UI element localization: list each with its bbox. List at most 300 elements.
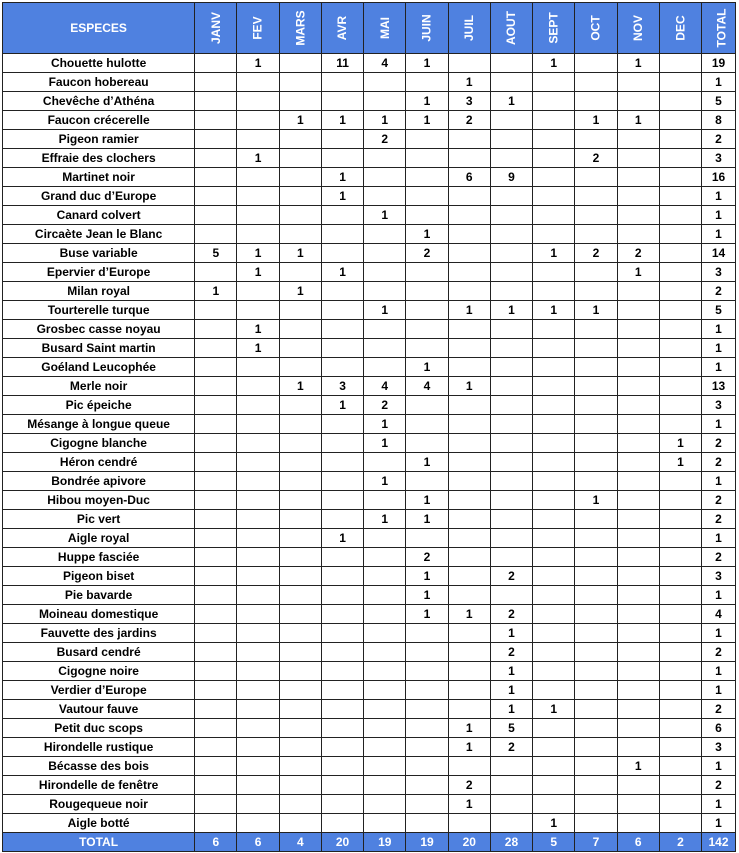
month-count — [448, 586, 490, 605]
month-count — [533, 624, 575, 643]
month-count — [279, 529, 321, 548]
species-name: Grand duc d’Europe — [3, 187, 195, 206]
month-count — [237, 472, 279, 491]
month-count: 1 — [406, 358, 448, 377]
species-name: Busard cendré — [3, 643, 195, 662]
month-count: 1 — [321, 263, 363, 282]
month-count — [533, 415, 575, 434]
column-header-month-label: NOV — [631, 14, 646, 42]
month-count — [448, 54, 490, 73]
month-count — [617, 681, 659, 700]
row-total: 1 — [702, 529, 736, 548]
month-count — [490, 472, 532, 491]
month-count — [533, 491, 575, 510]
month-count: 9 — [490, 168, 532, 187]
month-count — [237, 187, 279, 206]
table-row — [3, 168, 736, 187]
row-total: 19 — [702, 54, 736, 73]
month-count — [617, 130, 659, 149]
species-name: Merle noir — [3, 377, 195, 396]
month-count: 1 — [533, 700, 575, 719]
month-count — [659, 130, 701, 149]
table-row — [3, 605, 736, 624]
species-name: Pic épeiche — [3, 396, 195, 415]
row-total: 1 — [702, 586, 736, 605]
month-count — [195, 472, 237, 491]
month-count — [575, 605, 617, 624]
species-name: Faucon crécerelle — [3, 111, 195, 130]
month-count — [237, 700, 279, 719]
month-count — [575, 643, 617, 662]
month-count — [617, 814, 659, 833]
month-total: 6 — [195, 833, 237, 852]
month-count — [364, 453, 406, 472]
month-count — [279, 415, 321, 434]
month-count — [617, 168, 659, 187]
month-count — [406, 624, 448, 643]
month-count — [659, 662, 701, 681]
month-count — [406, 301, 448, 320]
column-header-month — [195, 3, 237, 54]
month-count: 1 — [575, 111, 617, 130]
month-count — [659, 301, 701, 320]
month-count — [617, 472, 659, 491]
month-count — [448, 396, 490, 415]
month-count — [659, 282, 701, 301]
month-count: 1 — [321, 396, 363, 415]
row-total: 6 — [702, 719, 736, 738]
month-count: 4 — [406, 377, 448, 396]
month-count — [617, 700, 659, 719]
month-count — [448, 282, 490, 301]
month-count — [617, 434, 659, 453]
species-name: Mésange à longue queue — [3, 415, 195, 434]
month-count — [575, 681, 617, 700]
month-count — [237, 776, 279, 795]
month-count — [659, 472, 701, 491]
month-count — [448, 130, 490, 149]
month-count: 5 — [195, 244, 237, 263]
month-count: 1 — [406, 225, 448, 244]
month-count — [406, 776, 448, 795]
month-count — [364, 187, 406, 206]
table-row — [3, 111, 736, 130]
row-total: 1 — [702, 206, 736, 225]
month-count — [617, 92, 659, 111]
month-count — [659, 377, 701, 396]
month-count — [195, 757, 237, 776]
table-row — [3, 187, 736, 206]
month-count — [617, 73, 659, 92]
month-total: 20 — [448, 833, 490, 852]
month-count — [406, 814, 448, 833]
column-header-total — [702, 3, 736, 54]
month-count — [195, 700, 237, 719]
month-count — [279, 358, 321, 377]
month-count — [321, 339, 363, 358]
month-count: 1 — [490, 301, 532, 320]
month-count — [279, 643, 321, 662]
month-count: 1 — [279, 244, 321, 263]
month-count — [575, 92, 617, 111]
row-total: 16 — [702, 168, 736, 187]
month-count — [406, 187, 448, 206]
month-count — [448, 244, 490, 263]
month-count — [237, 415, 279, 434]
month-count — [659, 491, 701, 510]
month-count — [533, 529, 575, 548]
month-count — [195, 586, 237, 605]
table-row — [3, 472, 736, 491]
table-row — [3, 510, 736, 529]
month-count — [575, 358, 617, 377]
month-count — [406, 757, 448, 776]
month-count — [279, 472, 321, 491]
month-count — [490, 54, 532, 73]
month-count — [237, 795, 279, 814]
month-count: 2 — [448, 111, 490, 130]
column-header-month — [575, 3, 617, 54]
month-count — [533, 662, 575, 681]
column-header-month-label: OCT — [588, 15, 603, 41]
species-name: Aigle royal — [3, 529, 195, 548]
month-count — [195, 814, 237, 833]
month-count — [195, 111, 237, 130]
month-count: 2 — [406, 244, 448, 263]
month-count — [195, 339, 237, 358]
month-count — [575, 662, 617, 681]
month-count — [533, 510, 575, 529]
month-count — [321, 453, 363, 472]
month-count — [448, 415, 490, 434]
month-count: 1 — [237, 339, 279, 358]
row-total: 13 — [702, 377, 736, 396]
month-count — [279, 54, 321, 73]
month-count — [575, 206, 617, 225]
month-count: 1 — [364, 301, 406, 320]
month-count — [237, 510, 279, 529]
month-count — [659, 111, 701, 130]
month-count — [575, 738, 617, 757]
month-count — [237, 548, 279, 567]
month-count — [575, 548, 617, 567]
month-count — [364, 624, 406, 643]
table-row — [3, 738, 736, 757]
month-count: 1 — [364, 434, 406, 453]
month-count — [321, 472, 363, 491]
month-count — [279, 130, 321, 149]
month-count: 1 — [321, 111, 363, 130]
month-count — [659, 225, 701, 244]
month-count — [279, 225, 321, 244]
month-count — [490, 396, 532, 415]
month-count — [364, 529, 406, 548]
month-count — [195, 434, 237, 453]
table-row — [3, 225, 736, 244]
month-count — [364, 244, 406, 263]
month-count: 1 — [237, 149, 279, 168]
table-row — [3, 358, 736, 377]
table-row — [3, 453, 736, 472]
month-count — [659, 738, 701, 757]
table-row — [3, 719, 736, 738]
column-header-month — [364, 3, 406, 54]
month-count — [364, 320, 406, 339]
month-count — [659, 263, 701, 282]
month-count: 4 — [364, 377, 406, 396]
month-count — [490, 149, 532, 168]
month-count — [406, 130, 448, 149]
month-count — [617, 358, 659, 377]
month-count — [575, 757, 617, 776]
month-count — [575, 795, 617, 814]
month-count — [321, 795, 363, 814]
month-count — [279, 73, 321, 92]
row-total: 2 — [702, 453, 736, 472]
month-count — [237, 814, 279, 833]
month-count — [490, 529, 532, 548]
month-count — [364, 92, 406, 111]
month-total: 5 — [533, 833, 575, 852]
month-count — [533, 206, 575, 225]
column-header-month-label: AOUT — [504, 11, 519, 45]
month-count: 1 — [406, 92, 448, 111]
month-count — [195, 738, 237, 757]
month-count — [659, 529, 701, 548]
month-total: 6 — [617, 833, 659, 852]
month-count — [533, 643, 575, 662]
month-count — [195, 548, 237, 567]
month-count: 1 — [364, 510, 406, 529]
table-row — [3, 491, 736, 510]
month-count: 1 — [364, 472, 406, 491]
row-total: 1 — [702, 472, 736, 491]
month-count — [279, 396, 321, 415]
month-count — [575, 130, 617, 149]
month-count — [279, 586, 321, 605]
month-count — [364, 605, 406, 624]
month-count — [364, 168, 406, 187]
table-row — [3, 548, 736, 567]
month-count — [364, 282, 406, 301]
table-row — [3, 92, 736, 111]
column-header-month — [406, 3, 448, 54]
month-count: 1 — [406, 567, 448, 586]
month-count — [617, 491, 659, 510]
table-row — [3, 263, 736, 282]
month-count: 1 — [659, 434, 701, 453]
month-count — [575, 624, 617, 643]
month-count — [279, 814, 321, 833]
row-total: 3 — [702, 567, 736, 586]
month-count: 2 — [490, 738, 532, 757]
column-header-month-label: JANV — [208, 11, 223, 45]
month-count — [406, 738, 448, 757]
month-count — [448, 643, 490, 662]
month-count — [237, 662, 279, 681]
month-count — [490, 510, 532, 529]
month-count — [279, 320, 321, 339]
month-count — [237, 358, 279, 377]
month-count — [659, 624, 701, 643]
month-count — [533, 757, 575, 776]
month-count — [237, 434, 279, 453]
header-row — [3, 3, 736, 54]
month-count — [490, 548, 532, 567]
column-header-month — [321, 3, 363, 54]
month-count — [490, 586, 532, 605]
month-count — [195, 225, 237, 244]
month-count — [575, 339, 617, 358]
table-row — [3, 643, 736, 662]
month-count — [659, 244, 701, 263]
month-count — [490, 73, 532, 92]
month-count — [406, 472, 448, 491]
month-count — [448, 681, 490, 700]
month-count: 1 — [406, 510, 448, 529]
month-count — [533, 396, 575, 415]
month-count — [659, 339, 701, 358]
row-total: 2 — [702, 643, 736, 662]
species-name: Chouette hulotte — [3, 54, 195, 73]
row-total: 2 — [702, 491, 736, 510]
month-count — [406, 719, 448, 738]
month-count — [617, 605, 659, 624]
month-count — [279, 491, 321, 510]
month-count — [617, 415, 659, 434]
month-count — [659, 168, 701, 187]
month-count — [448, 700, 490, 719]
table-row — [3, 814, 736, 833]
month-count — [659, 643, 701, 662]
month-count: 2 — [448, 776, 490, 795]
month-count — [195, 263, 237, 282]
month-count — [279, 567, 321, 586]
month-count: 1 — [237, 54, 279, 73]
month-count — [321, 643, 363, 662]
month-count — [575, 282, 617, 301]
month-count — [237, 396, 279, 415]
month-count — [237, 719, 279, 738]
month-total: 19 — [364, 833, 406, 852]
species-name: Vautour fauve — [3, 700, 195, 719]
month-count — [533, 586, 575, 605]
month-count: 1 — [659, 453, 701, 472]
month-count — [237, 377, 279, 396]
month-count — [617, 225, 659, 244]
table-row — [3, 149, 736, 168]
month-count — [575, 529, 617, 548]
month-count — [195, 491, 237, 510]
month-count: 1 — [195, 282, 237, 301]
month-count — [279, 548, 321, 567]
month-count — [533, 719, 575, 738]
column-header-month-label: JUIL — [462, 14, 477, 42]
column-header-month-label: MARS — [293, 10, 308, 46]
column-header-month — [617, 3, 659, 54]
month-count — [533, 795, 575, 814]
table-row — [3, 396, 736, 415]
species-name: Pigeon ramier — [3, 130, 195, 149]
month-count: 1 — [406, 586, 448, 605]
table-row — [3, 206, 736, 225]
month-count — [617, 624, 659, 643]
month-count — [533, 168, 575, 187]
month-count: 1 — [364, 206, 406, 225]
month-count — [237, 586, 279, 605]
month-count — [575, 814, 617, 833]
row-total: 1 — [702, 757, 736, 776]
month-count — [237, 130, 279, 149]
month-count — [448, 320, 490, 339]
month-count — [448, 814, 490, 833]
month-count — [279, 149, 321, 168]
month-count: 2 — [490, 567, 532, 586]
month-count — [617, 795, 659, 814]
month-count — [490, 814, 532, 833]
month-count — [659, 814, 701, 833]
table-row — [3, 434, 736, 453]
month-count — [364, 73, 406, 92]
month-count — [406, 73, 448, 92]
month-count — [321, 434, 363, 453]
month-count: 1 — [617, 111, 659, 130]
species-name: Busard Saint martin — [3, 339, 195, 358]
month-count — [575, 168, 617, 187]
month-count: 3 — [448, 92, 490, 111]
row-total: 1 — [702, 415, 736, 434]
species-name: Hibou moyen-Duc — [3, 491, 195, 510]
month-count — [448, 529, 490, 548]
month-total: 28 — [490, 833, 532, 852]
month-count — [195, 149, 237, 168]
row-total: 1 — [702, 814, 736, 833]
month-count — [364, 149, 406, 168]
month-count — [448, 624, 490, 643]
month-count: 1 — [237, 244, 279, 263]
month-count — [406, 415, 448, 434]
month-count — [237, 73, 279, 92]
month-count: 2 — [364, 396, 406, 415]
month-count: 1 — [490, 92, 532, 111]
month-count — [617, 206, 659, 225]
month-count — [195, 130, 237, 149]
month-count — [321, 282, 363, 301]
month-count — [406, 263, 448, 282]
month-count — [533, 738, 575, 757]
row-total: 1 — [702, 662, 736, 681]
month-count — [195, 92, 237, 111]
month-count: 1 — [406, 605, 448, 624]
month-count — [533, 320, 575, 339]
row-total: 2 — [702, 282, 736, 301]
month-count — [490, 415, 532, 434]
month-count — [195, 301, 237, 320]
species-name: Moineau domestique — [3, 605, 195, 624]
month-count — [321, 415, 363, 434]
month-count — [279, 776, 321, 795]
month-count — [490, 795, 532, 814]
month-count — [279, 605, 321, 624]
month-count — [195, 662, 237, 681]
month-count — [321, 548, 363, 567]
column-header-month — [448, 3, 490, 54]
month-count: 1 — [617, 54, 659, 73]
month-count: 1 — [533, 301, 575, 320]
table-row — [3, 244, 736, 263]
month-count — [617, 529, 659, 548]
table-header — [3, 3, 736, 54]
